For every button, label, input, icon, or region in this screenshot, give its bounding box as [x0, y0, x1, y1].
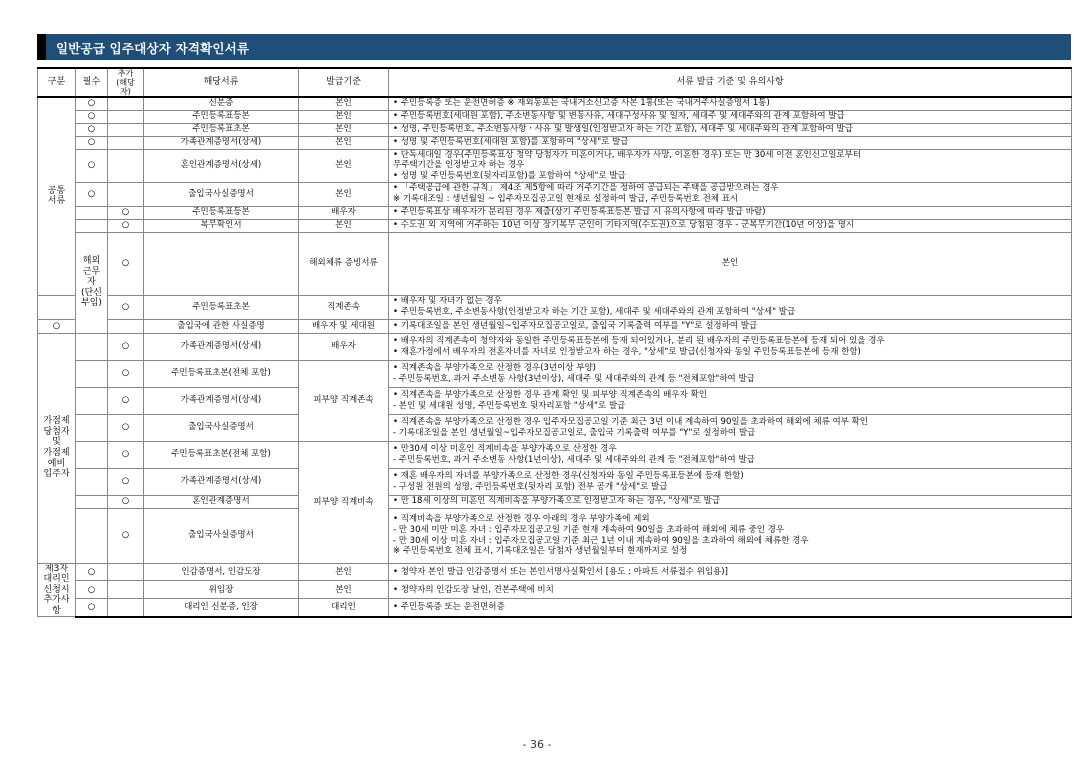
- category-cell: 공통 서류: [38, 97, 76, 295]
- table-row: [38, 219, 1072, 232]
- additional-mark: ○: [108, 387, 144, 414]
- note-line: ※ 기록대조일 : 생년월일 ~ 입주자모집공고일 현재로 설정하여 발급, 주민등록번호 전체 표시: [393, 194, 739, 204]
- notes-cell: [389, 319, 1072, 333]
- notes-cell: [389, 182, 1072, 206]
- notes-cell: [389, 110, 1072, 123]
- header-required: 필수: [76, 68, 108, 97]
- additional-mark: ○: [108, 495, 144, 508]
- notes-cell: [389, 495, 1072, 508]
- table-row: [38, 508, 1072, 563]
- table-header-row: [38, 68, 1072, 97]
- table-row: [38, 182, 1072, 206]
- table-row: [38, 387, 1072, 414]
- section-title-bar: [37, 34, 1071, 60]
- required-mark: ○: [76, 97, 108, 110]
- required-mark: ○: [38, 319, 76, 333]
- issue-basis: 배우자 및 세대원: [299, 319, 389, 333]
- additional-mark: [108, 136, 144, 149]
- issue-basis: 본인: [299, 581, 389, 599]
- header-notes: 서류 발급 기준 및 유의사항: [389, 68, 1072, 97]
- header-document: 해당서류: [144, 68, 299, 97]
- table-row: [38, 599, 1072, 617]
- table-row: [38, 495, 1072, 508]
- note-line: • 청약자의 인감도장 날인, 견본주택에 비치: [393, 584, 554, 595]
- note-line: • 성명 및 주민등록번호(뒷자리포함)를 포함하여 "상세"로 발급: [393, 170, 626, 181]
- document-name: 혼인관계증명서: [144, 495, 299, 508]
- note-line: • 만 18세 이상의 미혼인 직계비속을 부양가족으로 인정받고자 하는 경우, "상세"로 발급: [393, 496, 721, 507]
- page-number: - 36 -: [522, 738, 552, 751]
- required-mark: ○: [108, 232, 144, 295]
- note-line: • 직계존속을 부양가족으로 산정한 경우 입주자모집공고일 기준 최근 3년 이내 계속하여 90일을 초과하여 해외에 체류 여부 확인: [393, 416, 869, 427]
- required-mark: ○: [76, 136, 108, 149]
- additional-mark: [108, 97, 144, 110]
- issue-basis: 피부양 직계비속: [299, 441, 389, 563]
- required-mark: [76, 441, 108, 468]
- issue-basis: 본인: [299, 136, 389, 149]
- issue-basis: 본인: [299, 123, 389, 136]
- document-name: 가족관계증명서(상세): [144, 468, 299, 495]
- document-requirements-table: [37, 67, 1072, 618]
- document-name: 신분증: [144, 97, 299, 110]
- issue-basis: 본인: [299, 563, 389, 581]
- note-line: • 기록대조일을 본인 생년월일~입주자모집공고일로, 출입국 기록출력 여부를 "Y"로 설정하여 발급: [393, 320, 758, 331]
- issue-basis: 본인: [299, 149, 389, 182]
- additional-mark: [108, 319, 144, 333]
- note-line: • 주민등록증 또는 운전면허증 ※ 재외동포는 국내거소신고증 사본 1통(또는 국내거주사실증명서 1통): [393, 98, 770, 109]
- note-line: • 주민등록증 또는 운전면허증: [393, 602, 505, 613]
- document-name: 복무확인서: [144, 219, 299, 232]
- document-name: 인감증명서, 인감도장: [144, 563, 299, 581]
- note-line: • 재혼가정에서 배우자의 전혼자녀를 자녀로 인정받고자 하는 경우, "상세"로 발급(신청자와 동일 주민등록표등본에 등재 한함): [393, 346, 861, 357]
- table-row: [38, 333, 1072, 360]
- notes-cell: [389, 441, 1072, 468]
- table-row: [38, 319, 1072, 333]
- issue-basis: 배우자: [299, 206, 389, 219]
- required-mark: [76, 360, 108, 387]
- note-line: • 직계존속을 부양가족으로 산정한 경우 관계 확인 및 피부양 직계존속의 배우자 확인: [393, 389, 707, 400]
- table-row: [38, 149, 1072, 182]
- note-line: - 만 30세 미만 미혼 자녀 : 입주자모집공고일 기준 현재 계속하여 90일을 초과하여 해외에 체류 중인 경우: [393, 524, 785, 535]
- note-line: • 직계비속을 부양가족으로 산정한 경우 아래의 경우 부양가족에 제외: [393, 514, 650, 525]
- required-mark: ○: [76, 599, 108, 617]
- document-name: 주민등록표초본(전체 포함): [144, 360, 299, 387]
- note-line: 무주택기간을 인정받고자 하는 경우: [393, 160, 525, 171]
- document-name: 출입국사실증명서: [144, 414, 299, 441]
- document-name: 가족관계증명서(상세): [144, 136, 299, 149]
- table-row: [38, 232, 1072, 295]
- notes-cell: [389, 414, 1072, 441]
- required-mark: [76, 333, 108, 360]
- required-mark: ○: [76, 110, 108, 123]
- issue-basis: 본인: [299, 182, 389, 206]
- document-name: 대리인 신분증, 인장: [144, 599, 299, 617]
- note-line: • 주민등록표상 배우자가 분리된 경우 제출(상기 주민등록표등본 발급 시 유의사항에 따라 발급 바람): [393, 207, 766, 218]
- notes-cell: [389, 581, 1072, 599]
- table-row: [38, 468, 1072, 495]
- document-name: 위임장: [144, 581, 299, 599]
- notes-cell: [389, 206, 1072, 219]
- note-line: - 본인 및 세대원 성명, 주민등록번호 뒷자리포함 "상세"로 발급: [393, 400, 626, 411]
- additional-mark: [108, 581, 144, 599]
- required-mark: [76, 495, 108, 508]
- table-row: [38, 110, 1072, 123]
- additional-mark: ○: [108, 333, 144, 360]
- required-mark: ○: [76, 563, 108, 581]
- category-cell: 가점제 당첨자 및 가점제 예비 입주자: [38, 333, 76, 563]
- required-mark: ○: [76, 581, 108, 599]
- document-name: 출입국사실증명서: [144, 508, 299, 563]
- document-name: 가족관계증명서(상세): [144, 387, 299, 414]
- note-line: ※ 주민등록번호 전체 표시, 기록대조일은 당첨자 생년월일부터 현재까지로 설정: [393, 546, 688, 557]
- note-line: - 기록대조일을 본인 생년월일~입주자모집공고일로, 출입국 기록출력 여부를 "Y"로 설정하여 발급: [393, 427, 756, 438]
- additional-mark: ○: [108, 468, 144, 495]
- table-row: [38, 295, 1072, 319]
- header-additional: 추가 (해당자): [108, 68, 144, 97]
- required-mark: [76, 219, 108, 232]
- issue-basis: 본인: [299, 97, 389, 110]
- table-row: [38, 414, 1072, 441]
- issue-basis: 대리인: [299, 599, 389, 617]
- note-line: • 배우자 및 자녀가 없는 경우: [393, 296, 502, 307]
- note-line: • 직계존속을 부양가족으로 산정한 경우(3년이상 부양): [393, 362, 596, 373]
- document-name: 주민등록표초본: [144, 123, 299, 136]
- notes-cell: [389, 149, 1072, 182]
- table-row: [38, 206, 1072, 219]
- table-row: [38, 123, 1072, 136]
- additional-mark: [108, 182, 144, 206]
- notes-cell: [389, 333, 1072, 360]
- note-line: - 주민등록번호, 과거 주소변동 사항(1년이상), 세대주 및 세대주와의 관계 등 "전체포함"하여 발급: [393, 454, 755, 465]
- document-name: 가족관계증명서(상세): [144, 333, 299, 360]
- required-mark: ○: [76, 123, 108, 136]
- note-line: • 재혼 배우자의 자녀를 부양가족으로 산정한 경우(신청자와 동일 주민등록표등본에 등재 한함): [393, 470, 744, 481]
- table-row: [38, 581, 1072, 599]
- note-line: • 「주택공급에 관한 규칙」 제4조 제5항에 따라 거주기간을 정하여 공급되는 주택을 공급받으려는 경우: [393, 183, 779, 194]
- notes-cell: [389, 219, 1072, 232]
- notes-cell: [389, 468, 1072, 495]
- table-row: [38, 97, 1072, 110]
- table-row: [38, 563, 1072, 581]
- note-line: • 만30세 이상 미혼인 직계비속을 부양가족으로 산정한 경우: [393, 443, 617, 454]
- note-line: • 배우자의 직계존속이 청약자와 동일한 주민등록표등본에 등재 되어있거나, 분리 된 배우자의 주민등록표등본에 등재 되어 있을 경우: [393, 335, 885, 346]
- additional-mark: [144, 232, 299, 295]
- required-mark: [76, 387, 108, 414]
- additional-mark: ○: [108, 508, 144, 563]
- document-name: 주민등록표등본: [144, 110, 299, 123]
- additional-mark: [108, 149, 144, 182]
- notes-cell: [389, 563, 1072, 581]
- issue-basis: 본인: [389, 232, 1072, 295]
- table-row: [38, 360, 1072, 387]
- additional-mark: [108, 599, 144, 617]
- issue-basis: 직계존속: [299, 295, 389, 319]
- document-name: 출입국사실증명서: [144, 182, 299, 206]
- notes-cell: [389, 295, 1072, 319]
- notes-cell: [389, 97, 1072, 110]
- issue-basis: 본인: [299, 219, 389, 232]
- required-mark: ○: [76, 149, 108, 182]
- note-line: • 단독세대일 경우(주민등록표상 청약 당첨자가 미혼이거나, 배우자가 사망, 이혼한 경우) 또는 만 30세 이전 혼인신고일로부터: [393, 149, 862, 160]
- category-cell: 해외 근무자 (단신부임): [76, 232, 108, 333]
- additional-mark: ○: [108, 206, 144, 219]
- note-line: • 주민등록번호(세대원 포함), 주소변동사항 및 변동사유, 세대구성사유 및 일자, 세대주 및 세대주와의 관계 포함하여 발급: [393, 111, 845, 122]
- additional-mark: ○: [108, 360, 144, 387]
- issue-basis: 본인: [299, 110, 389, 123]
- section-title: 일반공급 입주대상자 자격확인서류: [56, 41, 250, 56]
- issue-basis: 배우자: [299, 333, 389, 360]
- note-line: • 성명 및 주민등록번호(세대원 포함)를 포함하여 "상세"로 발급: [393, 137, 629, 148]
- additional-mark: ○: [108, 219, 144, 232]
- table-row: [38, 441, 1072, 468]
- notes-cell: [389, 123, 1072, 136]
- note-line: - 구성원 전원의 성명, 주민등록번호(뒷자리 포함) 전부 공개 "상세"로 발급: [393, 481, 668, 492]
- note-line: - 만 30세 이상 미혼 자녀 : 입주자모집공고일 기준 최근 1년 이내 계속하여 90일을 초과하여 해외에 체류한 경우: [393, 535, 809, 546]
- additional-mark: ○: [108, 441, 144, 468]
- notes-cell: [389, 387, 1072, 414]
- document-name: 주민등록표등본: [144, 206, 299, 219]
- additional-mark: ○: [108, 295, 144, 319]
- header-category: 구분: [38, 68, 76, 97]
- note-line: • 청약자 본인 발급 인감증명서 또는 본인서명사실확인서 [용도 : 아파트 서류접수 위임용)]: [393, 566, 728, 577]
- note-line: • 수도권 외 지역에 거주하는 10년 이상 장기복무 군인이 기타지역(수도권)으로 당첨된 경우 - 군복무기간(10년 이상)을 명시: [393, 220, 855, 231]
- required-mark: [76, 508, 108, 563]
- notes-cell: [389, 599, 1072, 617]
- note-line: • 성명, 주민등록번호, 주소변동사항ㆍ사유 및 발생일(인정받고자 하는 기간 포함), 세대주 및 세대주와의 관계 포함하여 발급: [393, 124, 853, 135]
- additional-mark: [108, 563, 144, 581]
- notes-cell: [389, 508, 1072, 563]
- note-line: • 주민등록번호, 주소변동사항(인정받고자 하는 기간 포함), 세대주 및 세대주와의 관계 포함하여 "상세" 발급: [393, 307, 796, 317]
- document-name: 해외체류 증빙서류: [299, 232, 389, 295]
- required-mark: [38, 295, 76, 319]
- required-mark: [76, 206, 108, 219]
- issue-basis: 피부양 직계존속: [299, 360, 389, 441]
- document-name: 출입국에 관한 사실증명: [144, 319, 299, 333]
- notes-cell: [389, 360, 1072, 387]
- table-row: [38, 136, 1072, 149]
- notes-cell: [389, 136, 1072, 149]
- required-mark: [76, 468, 108, 495]
- required-mark: [76, 414, 108, 441]
- additional-mark: ○: [108, 414, 144, 441]
- document-name: 주민등록표초본: [144, 295, 299, 319]
- additional-mark: [108, 110, 144, 123]
- header-issue-basis: 발급기준: [299, 68, 389, 97]
- category-cell: 제3자 대리인 신청시 추가사항: [38, 563, 76, 617]
- additional-mark: [108, 123, 144, 136]
- document-name: 주민등록표초본(전체 포함): [144, 441, 299, 468]
- document-name: 혼인관계증명서(상세): [144, 149, 299, 182]
- required-mark: ○: [76, 182, 108, 206]
- note-line: - 주민등록번호, 과거 주소변동 사항(3년이상), 세대주 및 세대주와의 관계 등 "전체포함"하여 발급: [393, 373, 755, 384]
